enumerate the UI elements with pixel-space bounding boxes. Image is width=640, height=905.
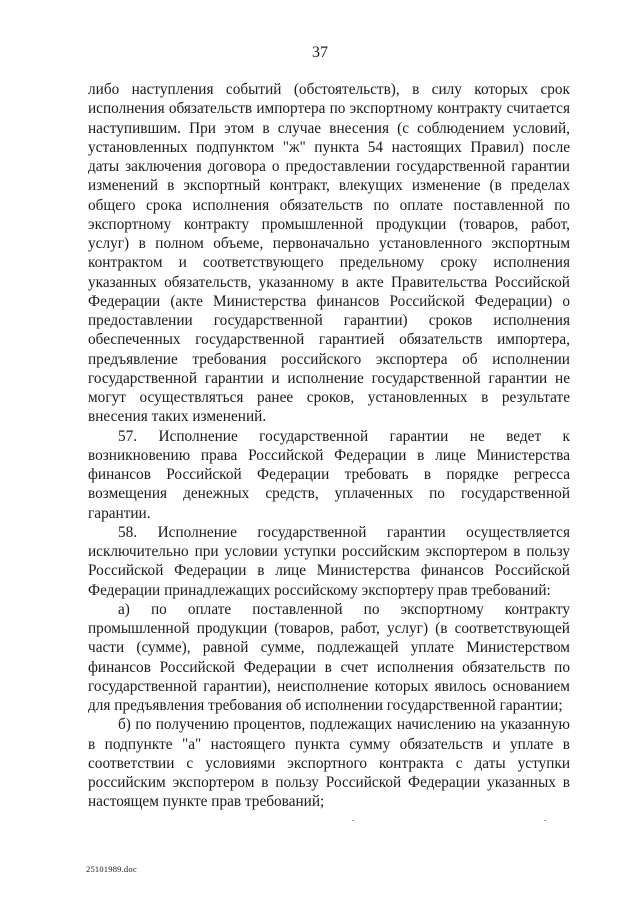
scan-speck — [352, 820, 354, 821]
paragraph-clause-57: 57. Исполнение государственной гарантии не ведет к возникновению права Российской Федерации в лице Министерства финансов Российской Федерации требовать в порядке регресса возмещения денежных средств, уплаченных по государственной гарантии. — [88, 427, 570, 522]
paragraph-clause-58-a: а) по оплате поставленной по экспортному контракту промышленной продукции (товаров, работ, услуг) (в соответствующей части (сумме), равной сумме, подлежащей уплате Министерством финансов Российской Федерации в счет исполнения обязательств по государственной гарантии), неисполнение которых явилось основанием для предъявления требования об исполнении государственной гарантии; — [88, 600, 570, 714]
document-filename-footer: 25101989.doc — [86, 864, 137, 874]
page-number: 37 — [312, 44, 328, 61]
paragraph-clause-58-b: б) по получению процентов, подлежащих начислению на указанную в подпункте "а" настоящего пункта сумму обязательств и уплате в соответствии с условиями экспортного контракта с даты уступки российским экспортером в пользу Российской Федерации указанных в настоящем пункте прав требований; — [88, 716, 570, 811]
paragraph-continuation: либо наступления событий (обстоятельств), в силу которых срок исполнения обязательств импортера по экспортному контракту считается наступившим. При этом в случае внесения (с соблюдением условий, установленных подпунктом "ж" пункта 54 настоящих Правил) после даты заключения договора о предоставлении государственной гарантии изменений в экспортный контракт, влекущих изменение (в пределах общего срока исполнения обязательств по оплате поставленной по экспортному контракту промышленной продукции (товаров, работ, услуг) в полном объеме, первоначально установленного экспортным контрактом и соответствующего предельному сроку исполнения указанных обязательств, указанному в акте Правительства Российской Федерации (акте Министерства финансов Российской Федерации) о предоставлении государственной гарантии) сроков исполнения обеспеченных государственной гарантией обязательств импортера, предъявление требования российского экспортера об исполнении государственной гарантии и исполнение государственной гарантии не могут осуществляться ранее сроков, установленных в результате внесения таких изменений. — [88, 81, 570, 426]
document-body — [88, 80, 570, 812]
scan-speck — [544, 820, 546, 821]
paragraph-clause-58: 58. Исполнение государственной гарантии осуществляется исключительно при условии уступки российским экспортером в пользу Российской Федерации в лице Министерства финансов Российской Федерации принадлежащих российскому экспортеру прав требований: — [88, 523, 570, 599]
